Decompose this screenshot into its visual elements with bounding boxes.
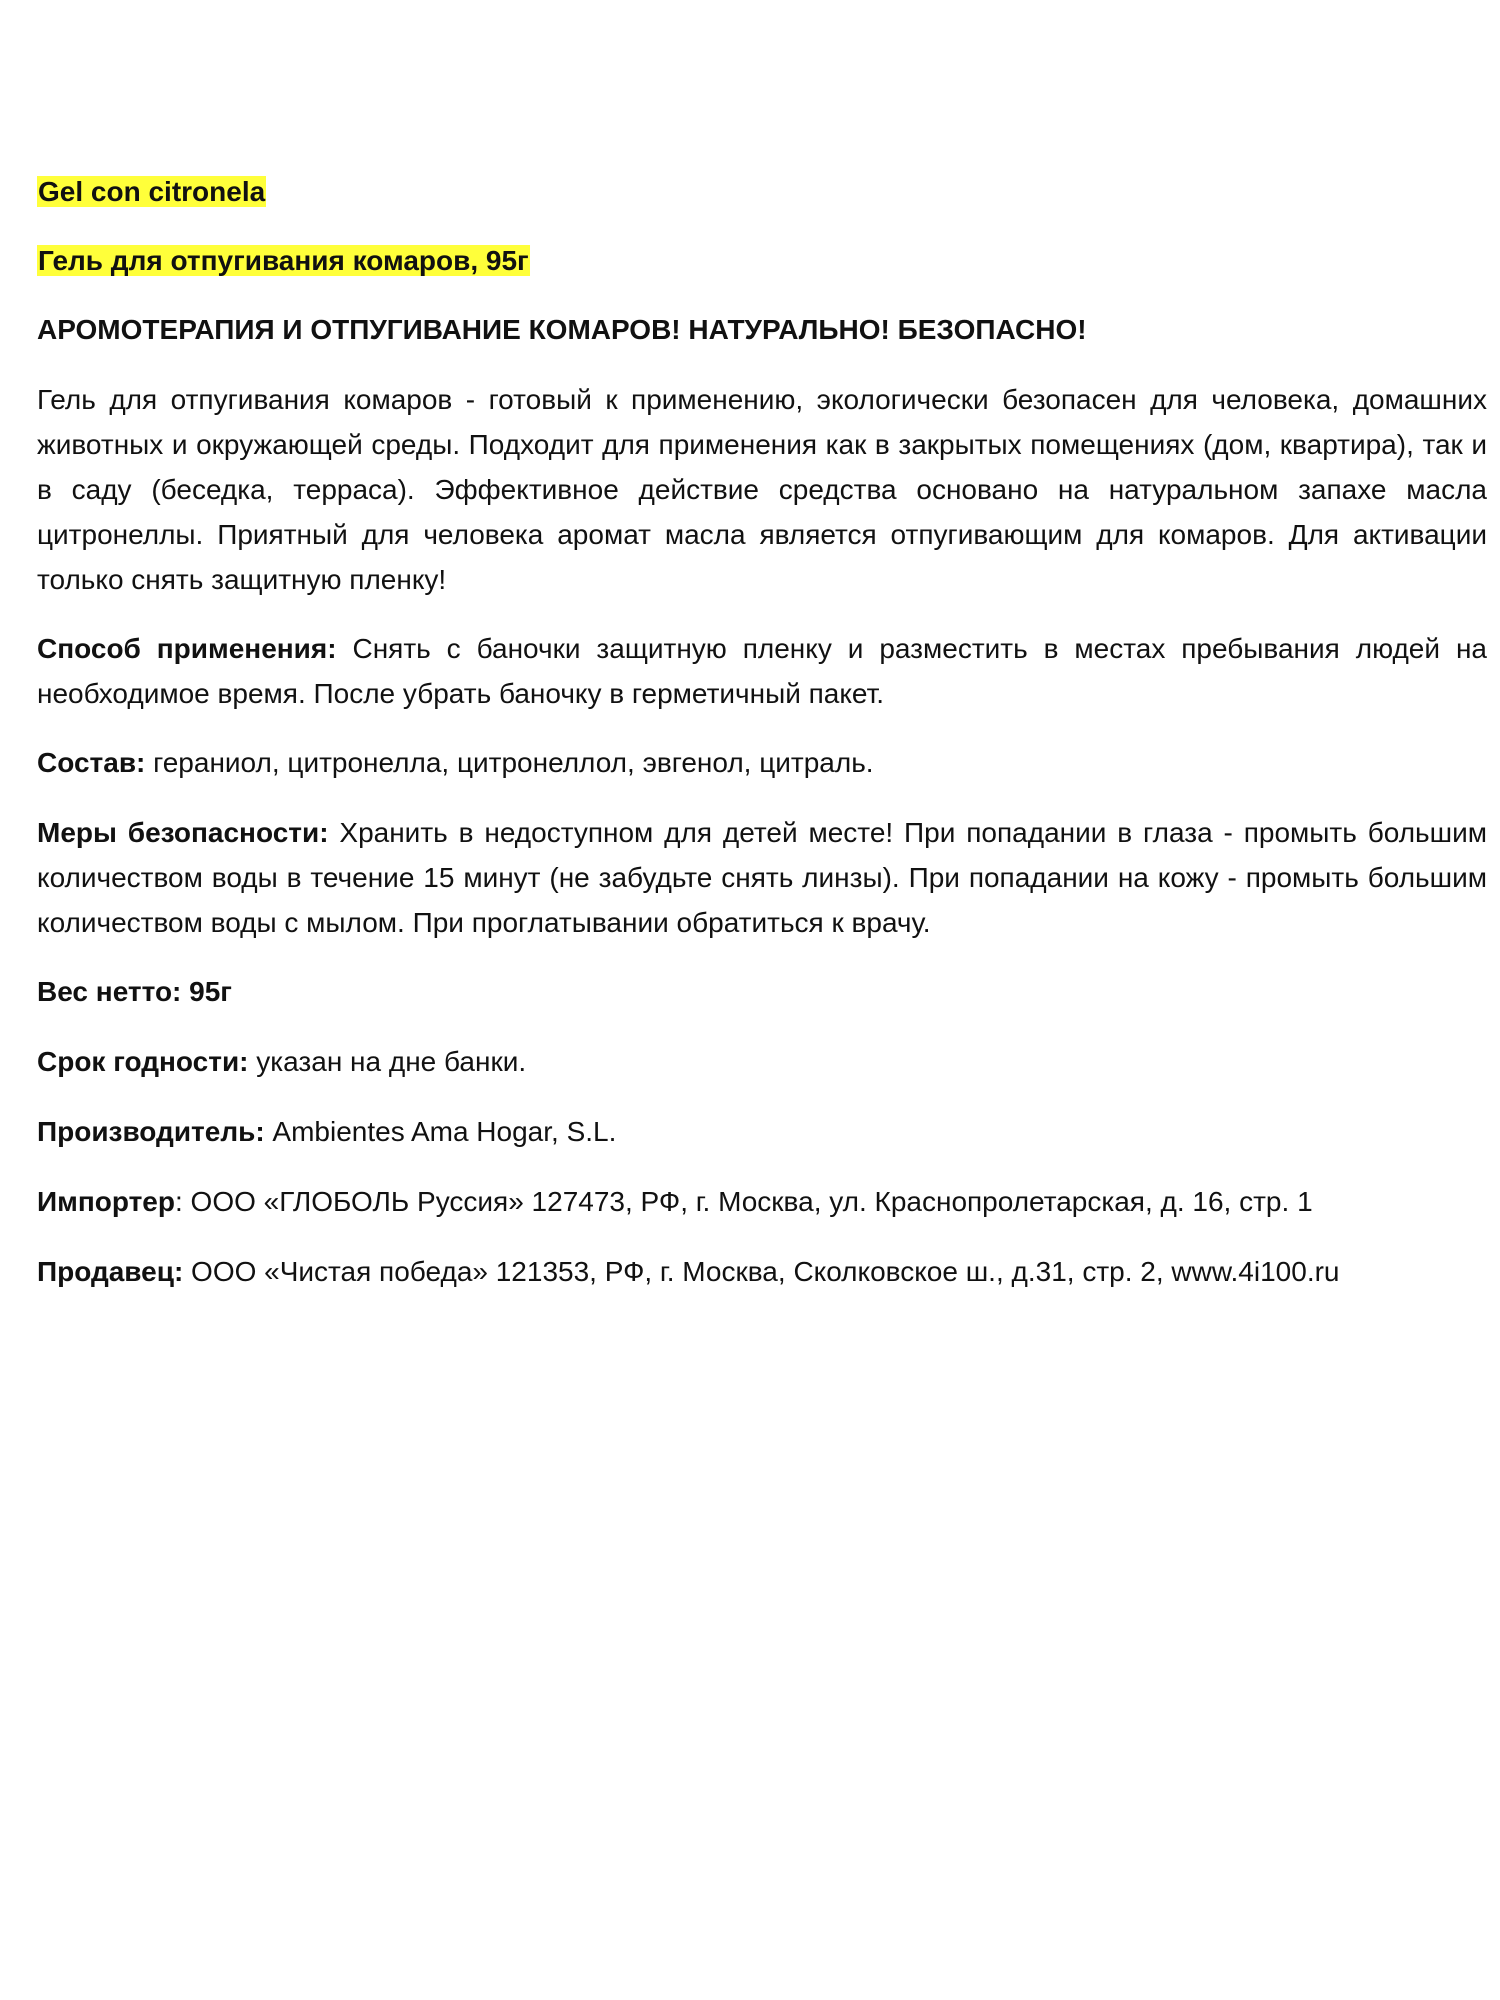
title-spanish — [37, 170, 1487, 214]
manufacturer-section — [37, 1109, 1487, 1154]
manufacturer-label: Производитель: — [37, 1116, 265, 1147]
seller-label: Продавец: — [37, 1256, 184, 1287]
shelf-life-text: указан на дне банки. — [248, 1046, 527, 1077]
document-page — [37, 170, 1487, 1319]
net-weight-section — [37, 969, 1487, 1014]
usage-section — [37, 626, 1487, 716]
composition-text: гераниол, цитронелла, цитронеллол, эвгенол, цитраль. — [145, 747, 874, 778]
composition-section — [37, 740, 1487, 785]
slogan-heading: АРОМОТЕРАПИЯ И ОТПУГИВАНИЕ КОМАРОВ! НАТУРАЛЬНО! БЕЗОПАСНО! — [37, 314, 1087, 345]
seller-section — [37, 1249, 1487, 1294]
safety-label: Меры безопасности: — [37, 817, 329, 848]
importer-section — [37, 1179, 1487, 1224]
net-weight-label: Вес нетто: 95г — [37, 976, 232, 1007]
importer-label: Импортер — [37, 1186, 175, 1217]
usage-text: Снять с баночки защитную пленку и разместить в местах пребывания людей на необходимое время. После убрать баночку в герметичный пакет. — [37, 633, 1487, 709]
usage-label: Способ применения: — [37, 633, 337, 664]
seller-text: ООО «Чистая победа» 121353, РФ, г. Москва, Сколковское ш., д.31, стр. 2, www.4i100.ru — [183, 1256, 1340, 1287]
product-description: Гель для отпугивания комаров - готовый к применению, экологически безопасен для человека, домашних животных и окружающей среды. Подходит для применения как в закрытых помещениях (дом, квартира), так и в саду (беседка, терраса). Эффективное действие средства основано на натуральном запахе масла цитронеллы. Приятный для человека аромат масла является отпугивающим для комаров. Для активации только снять защитную пленку! — [37, 384, 1487, 595]
highlighted-title-spanish: Gel con citronela — [38, 176, 266, 207]
title-russian — [37, 239, 1487, 283]
importer-text: : ООО «ГЛОБОЛЬ Руссия» 127473, РФ, г. Москва, ул. Краснопролетарская, д. 16, стр. 1 — [174, 1186, 1313, 1217]
shelf-life-label: Срок годности: — [37, 1046, 249, 1077]
composition-label: Состав: — [37, 747, 146, 778]
safety-text: Хранить в недоступном для детей месте! При попадании в глаза - промыть большим количеством воды в течение 15 минут (не забудьте снять линзы). При попадании на кожу - промыть большим количеством воды с мылом. При проглатывании обратиться к врачу. — [37, 817, 1487, 938]
manufacturer-text: Ambientes Ama Hogar, S.L. — [264, 1116, 617, 1147]
highlighted-title-russian: Гель для отпугивания комаров, 95г — [38, 245, 529, 276]
shelf-life-section — [37, 1039, 1487, 1084]
safety-section — [37, 810, 1487, 945]
